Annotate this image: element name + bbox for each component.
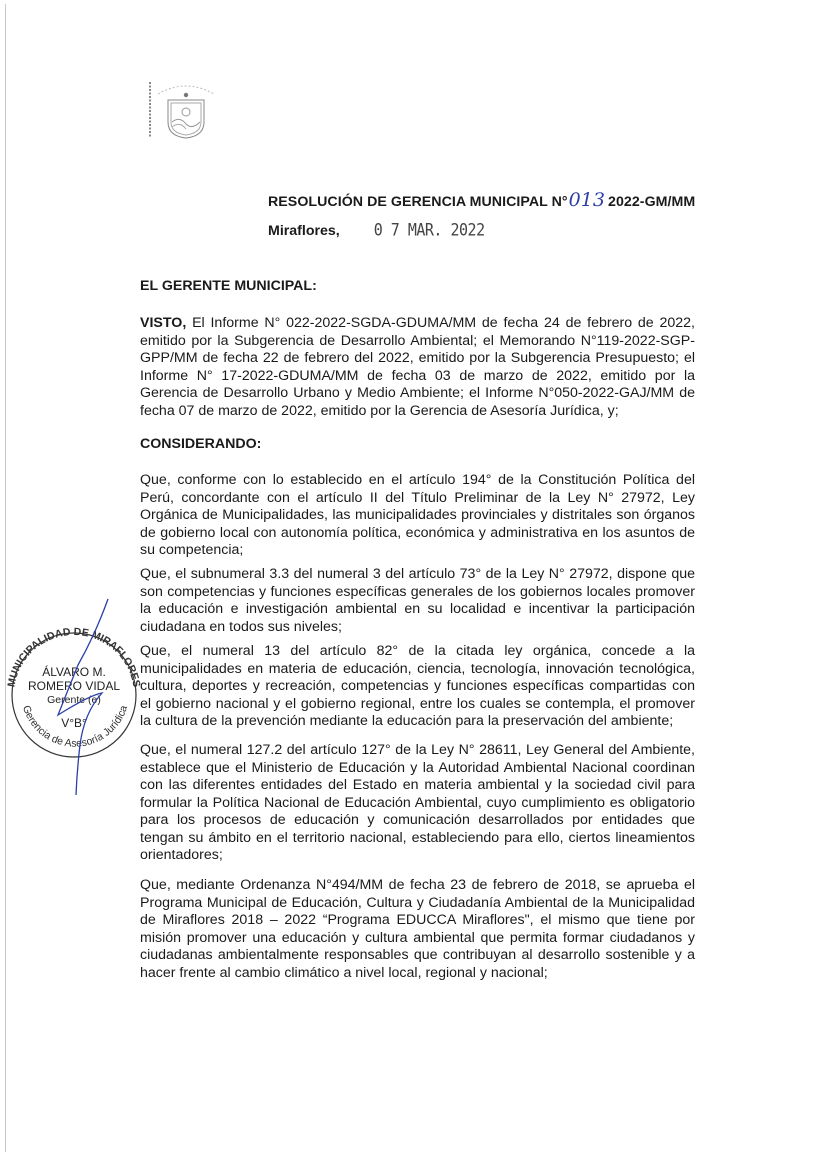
municipal-logo	[146, 80, 236, 140]
authority-heading: EL GERENTE MUNICIPAL:	[140, 278, 317, 294]
visto-paragraph	[140, 315, 695, 420]
considerando-paragraph-1: Que, conforme con lo establecido en el artículo 194° de la Constitución Política del Perú, concordante con el artículo II del Título Preliminar de la Ley N° 27972, Ley Orgánica de Municipalidades, las municipalidades provinciales y distritales son órganos de gobierno local con autonomía política, económica y administrativa en los asuntos de su competencia;	[140, 472, 695, 558]
seal-ring-bottom-text: Gerencia de Asesoría Jurídica	[19, 703, 131, 750]
title-prefix: RESOLUCIÓN DE GERENCIA MUNICIPAL N°	[268, 194, 568, 210]
visto-label: VISTO,	[140, 315, 187, 331]
visto-text: El Informe N° 022-2022-SGDA-GDUMA/MM de fecha 24 de febrero de 2022, emitido por la Subgerencia de Desarrollo Ambiental; el Memorando N°119-2022-SGP-GPP/MM de fecha 22 de febrero del 2022, emitido por la Subgerencia Presupuesto; el Informe N° 17-2022-GDUMA/MM de fecha 03 de marzo de 2022, emitido por la Gerencia de Desarrollo Urbano y Medio Ambiente; el Informe N°050-2022-GAJ/MM de fecha 07 de marzo de 2022, emitido por la Gerencia de Asesoría Jurídica, y;	[140, 315, 695, 419]
approval-seal	[0, 595, 150, 795]
seal-role: Gerente (e)	[47, 694, 101, 706]
title-suffix: 2022-GM/MM	[608, 194, 696, 210]
considerando-paragraph-2: Que, el subnumeral 3.3 del numeral 3 del artículo 73° de la Ley N° 27972, dispone que son competencias y funciones específicas generales de los gobiernos locales promover la educación e investigación ambiental en su localidad e incentivar la participación ciudadana en todos sus niveles;	[140, 566, 695, 635]
resolution-title	[268, 189, 695, 211]
considerando-paragraph-5: Que, mediante Ordenanza N°494/MM de fecha 23 de febrero de 2018, se aprueba el Programa Municipal de Educación, Cultura y Ciudadanía Ambiental de la Municipalidad de Miraflores 2018 – 2022 “Programa EDUCCA Miraflores", el mismo que tiene por misión promover una educación y cultura ambiental que permita formar ciudadanos y ciudadanas ambientalmente responsables que contribuyan al desarrollo sostenible y a hacer frente al cambio climático a nivel local, regional y nacional;	[140, 877, 695, 981]
scan-edge-line	[5, 4, 6, 1152]
seal-name-line-2: ROMERO VIDAL	[27, 679, 121, 693]
handwritten-resolution-number: 013	[568, 189, 606, 211]
considerando-paragraph-4: Que, el numeral 127.2 del artículo 127° de la Ley N° 28611, Ley General del Ambiente, establece que el Ministerio de Educación y la Autoridad Ambiental Nacional coordinan con las diferentes entidades del Estado en materia ambiental y la sociedad civil para formular la Política Nacional de Educación Ambiental, cuyo cumplimiento es obligatorio para los procesos de educación y comunicación desarrollados por entidades que tengan su ámbito en el territorio nacional, estableciendo para ello, ciertos lineamientos orientadores;	[140, 742, 695, 863]
seal-approval-mark: V°B°	[61, 716, 87, 730]
place-date-row	[268, 221, 485, 239]
considerando-heading: CONSIDERANDO:	[140, 436, 262, 452]
considerando-paragraph-3: Que, el numeral 13 del artículo 82° de la citada ley orgánica, concede a la municipalidades en materia de educación, ciencia, tecnología, innovación tecnológica, cultura, deportes y recreación, competencias y funciones específicas compartidas con el gobierno nacional y el gobierno regional, entre los cuales se contempla, el promover la cultura de la prevención mediante la educación para la preservación del ambiente;	[140, 643, 695, 729]
place-label: Miraflores,	[268, 223, 340, 239]
seal-ring-top-text: MUNICIPALIDAD DE MIRAFLORES	[5, 625, 143, 689]
seal-name-line-1: ÁLVARO M.	[42, 665, 106, 679]
date-stamp: 0 7 MAR. 2022	[373, 219, 485, 241]
